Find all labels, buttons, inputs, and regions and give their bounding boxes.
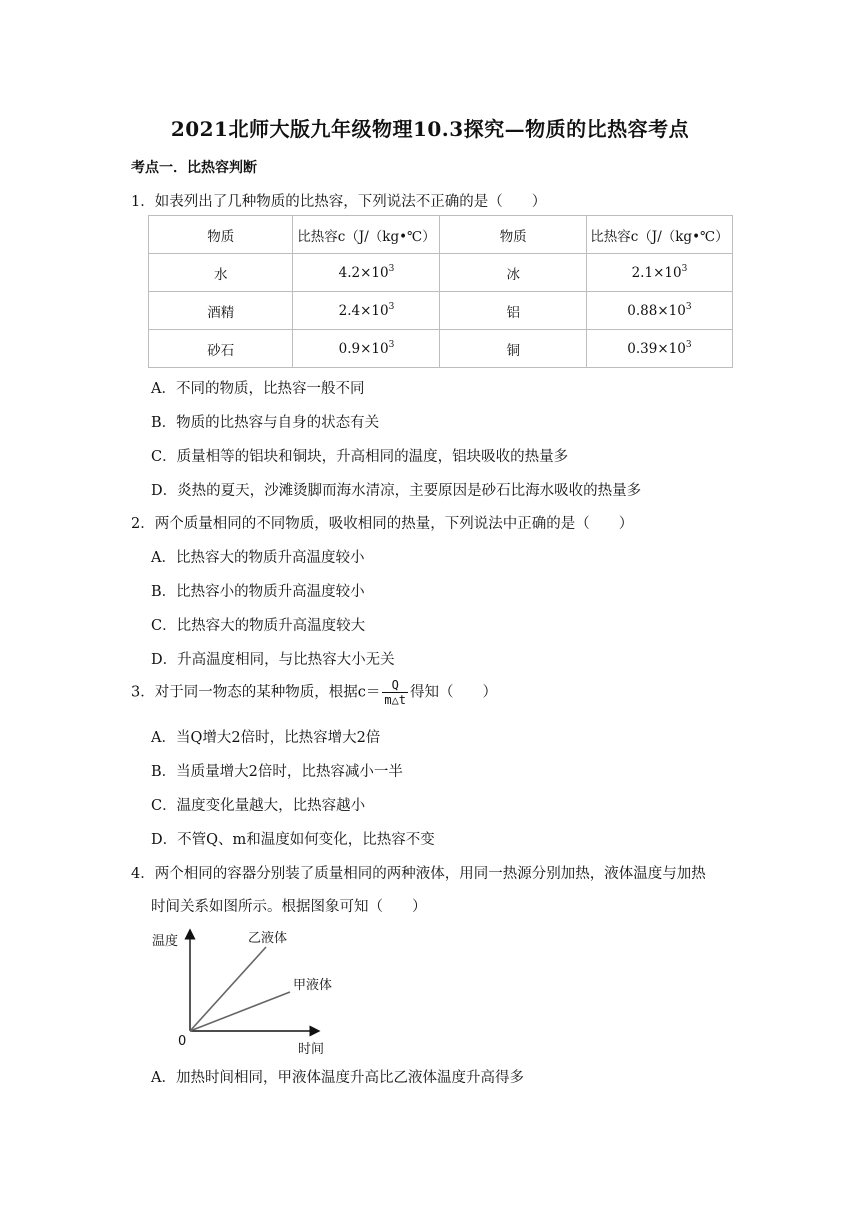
table-cell-substance: 铜 — [440, 330, 586, 368]
question-4-stem-line-1: 4．两个相同的容器分别装了质量相同的两种液体，用同一热源分别加热，液体温度与加热 — [131, 866, 706, 882]
table-cell-value: $0.88\times 10^3$ — [586, 292, 732, 330]
formula-fraction — [382, 678, 408, 707]
table-cell-value: $4.2\times 10^3$ — [293, 254, 440, 292]
table-cell-substance: 酒精 — [149, 292, 293, 330]
line-label-yi: 乙液体 — [248, 931, 288, 946]
table-cell-substance: 冰 — [440, 254, 586, 292]
fraction-denominator: m△t — [384, 693, 407, 707]
table-row — [149, 254, 733, 292]
question-4-option-a: A．加热时间相同，甲液体温度升高比乙液体温度升高得多 — [151, 1070, 524, 1086]
question-2-option-c: C．比热容大的物质升高温度较大 — [151, 618, 366, 634]
table-header-row — [149, 216, 733, 254]
question-1-stem: 1．如表列出了几种物质的比热容，下列说法不正确的是（ ） — [131, 194, 547, 210]
question-1-option-c: C．质量相等的铝块和铜块，升高相同的温度，铝块吸收的热量多 — [151, 449, 569, 465]
table-row — [149, 292, 733, 330]
section-heading: 考点一．比热容判断 — [131, 160, 257, 176]
question-3-option-c: C．温度变化量越大，比热容越小 — [151, 798, 366, 814]
table-cell-value: $2.4\times 10^3$ — [293, 292, 440, 330]
question-3-option-a: A．当Q增大2倍时，比热容增大2倍 — [151, 730, 381, 746]
question-3-stem-after: 得知（ ） — [410, 684, 498, 701]
question-1-option-b: B．物质的比热容与自身的状态有关 — [151, 415, 380, 431]
question-3-option-d: D．不管Q、m和温度如何变化，比热容不变 — [151, 832, 435, 848]
origin-label: 0 — [178, 1034, 187, 1049]
table-header-cell: 物质 — [149, 216, 293, 254]
question-1-option-d: D．炎热的夏天，沙滩烫脚而海水清凉，主要原因是砂石比海水吸收的热量多 — [151, 483, 642, 499]
table-header-cell: 物质 — [440, 216, 586, 254]
table-cell-substance: 铝 — [440, 292, 586, 330]
y-axis-label: 温度 — [152, 934, 179, 949]
table-header-cell: 比热容c（J/（kg•℃） — [293, 216, 440, 254]
temperature-time-graph — [150, 922, 350, 1057]
table-header-cell: 比热容c（J/（kg•℃） — [586, 216, 732, 254]
question-3-option-b: B．当质量增大2倍时，比热容减小一半 — [151, 764, 403, 780]
fraction-numerator: Q — [382, 678, 408, 693]
table-cell-substance: 砂石 — [149, 330, 293, 368]
question-2-option-d: D．升高温度相同，与比热容大小无关 — [151, 652, 395, 668]
question-2-stem: 2．两个质量相同的不同物质，吸收相同的热量，下列说法中正确的是（ ） — [131, 516, 634, 532]
line-liquid-yi — [190, 947, 266, 1031]
table-cell-value: $2.1\times 10^3$ — [586, 254, 732, 292]
table-row — [149, 330, 733, 368]
specific-heat-table — [148, 215, 733, 368]
question-2-option-b: B．比热容小的物质升高温度较小 — [151, 584, 365, 600]
question-4-stem-line-2: 时间关系如图所示。根据图象可知（ ） — [151, 899, 427, 915]
question-2-option-a: A．比热容大的物质升高温度较小 — [151, 550, 365, 566]
question-3-stem — [131, 678, 497, 707]
x-axis-label: 时间 — [298, 1042, 325, 1057]
line-liquid-jia — [190, 992, 290, 1031]
question-3-stem-before: 3．对于同一物态的某种物质，根据c＝ — [131, 684, 381, 701]
question-1-option-a: A．不同的物质，比热容一般不同 — [151, 381, 365, 397]
table-cell-value: $0.39\times 10^3$ — [586, 330, 732, 368]
table-cell-substance: 水 — [149, 254, 293, 292]
table-cell-value: $0.9\times 10^3$ — [293, 330, 440, 368]
page-title: 2021北师大版九年级物理10.3探究—物质的比热容考点 — [170, 117, 690, 141]
line-label-jia: 甲液体 — [293, 978, 333, 993]
